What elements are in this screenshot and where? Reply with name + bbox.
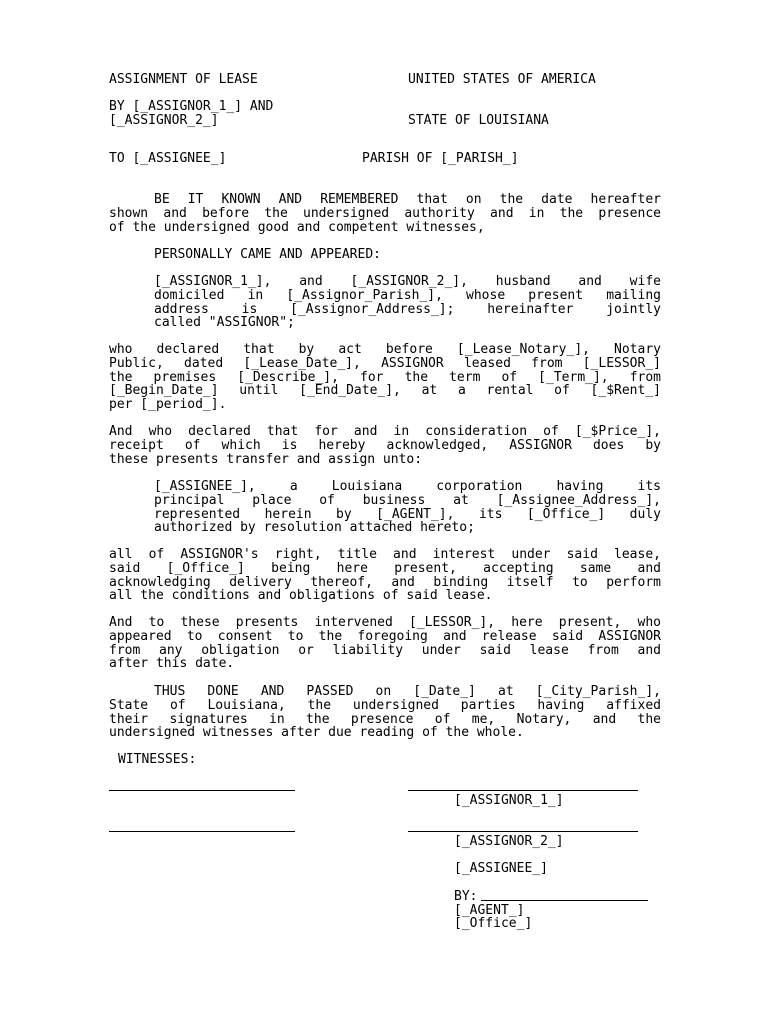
text-line: domiciled in [_Assignor_Parish_], whose present mailing: [154, 287, 661, 303]
witnesses-label: WITNESSES:: [118, 752, 197, 767]
text-line: BE IT KNOWN AND REMEMBERED that on the date hereafter: [154, 192, 661, 207]
text-line: the premises [_Describe_], for the term of [_Term_], from: [109, 369, 661, 385]
assignor-1-signature-line[interactable]: [408, 790, 638, 791]
appeared-heading: PERSONALLY CAME AND APPEARED:: [154, 247, 381, 262]
text-line: And to these presents intervened [_LESSOR_], here present, who: [109, 615, 661, 630]
text-line: State of Louisiana, the undersigned parties having affixed: [109, 697, 661, 713]
text-line: address is [_Assignor_Address_]; hereinafter jointly: [154, 301, 661, 317]
text-line: principal place of business at [_Assignee_Address_],: [154, 492, 661, 508]
text-line: acknowledging delivery thereof, and binding itself to perform: [109, 574, 661, 590]
assignee-name: [_ASSIGNEE_]: [454, 861, 548, 876]
paragraph-rights: [109, 548, 661, 603]
text-line: per [_period_].: [109, 397, 227, 413]
assignor-2-signature-line[interactable]: [408, 831, 638, 832]
agent-signature-line[interactable]: [481, 900, 648, 901]
text-line: authorized by resolution attached hereto;: [154, 520, 475, 536]
by-label: BY:: [454, 889, 478, 904]
witness-2-signature-line[interactable]: [109, 831, 295, 832]
text-line: all the conditions and obligations of said lease.: [109, 588, 493, 604]
text-line: appeared to consent to the foregoing and release said ASSIGNOR: [109, 628, 661, 644]
text-line: called "ASSIGNOR";: [154, 315, 295, 331]
country-heading: UNITED STATES OF AMERICA: [408, 72, 596, 87]
text-line: their signatures in the presence of me, Notary, and the: [109, 711, 661, 727]
text-line: [_Begin_Date_] until [_End_Date_], at a rental of [_$Rent_]: [109, 383, 661, 399]
by-line-2: [_ASSIGNOR_2_]: [109, 113, 219, 128]
text-line: these presents transfer and assign unto:: [109, 451, 423, 467]
paragraph-consideration: [109, 425, 661, 466]
to-line: TO [_ASSIGNEE_]: [109, 151, 227, 166]
text-line: after this date.: [109, 656, 235, 672]
text-line: And who declared that for and in consideration of [_$Price_],: [109, 424, 661, 439]
text-line: undersigned witnesses after due reading of the whole.: [109, 725, 524, 741]
text-line: represented herein by [_AGENT_], its [_Office_] duly: [154, 506, 661, 522]
text-line: from any obligation or liability under said lease from and: [109, 642, 661, 658]
text-line: shown and before the undersigned authority and in the presence: [109, 205, 661, 221]
text-line: [_ASSIGNEE_], a Louisiana corporation having its: [154, 479, 661, 494]
by-line-1: BY [_ASSIGNOR_1_] AND: [109, 99, 274, 114]
text-line: [_ASSIGNOR_1_], and [_ASSIGNOR_2_], husband and wife: [154, 274, 661, 289]
text-line: THUS DONE AND PASSED on [_Date_] at [_City_Parish_],: [154, 684, 661, 699]
agent-name: [_AGENT_]: [454, 903, 525, 918]
assignee-block: [154, 480, 661, 535]
text-line: who declared that by act before [_Lease_Notary_], Notary: [109, 342, 661, 357]
text-line: of the undersigned good and competent witnesses,: [109, 219, 485, 235]
state-heading: STATE OF LOUISIANA: [408, 113, 549, 128]
document-title: ASSIGNMENT OF LEASE: [109, 72, 258, 87]
assignor-block: [154, 275, 661, 330]
text-line: receipt of which is hereby acknowledged, ASSIGNOR does by: [109, 437, 661, 453]
text-line: said [_Office_] being here present, accepting same and: [109, 560, 661, 576]
paragraph-intervened: [109, 616, 661, 671]
text-line: all of ASSIGNOR's right, title and interest under said lease,: [109, 547, 661, 562]
text-line: Public, dated [_Lease_Date_], ASSIGNOR leased from [_LESSOR_]: [109, 355, 661, 371]
paragraph-thus-done: [109, 685, 661, 740]
office-name: [_Office_]: [454, 916, 533, 931]
parish-heading: PARISH OF [_PARISH_]: [362, 151, 519, 166]
assignor-2-name: [_ASSIGNOR_2_]: [454, 834, 564, 849]
paragraph-known: [109, 193, 661, 234]
paragraph-declared: [109, 343, 661, 412]
assignor-1-name: [_ASSIGNOR_1_]: [454, 793, 564, 808]
witness-1-signature-line[interactable]: [109, 790, 295, 791]
